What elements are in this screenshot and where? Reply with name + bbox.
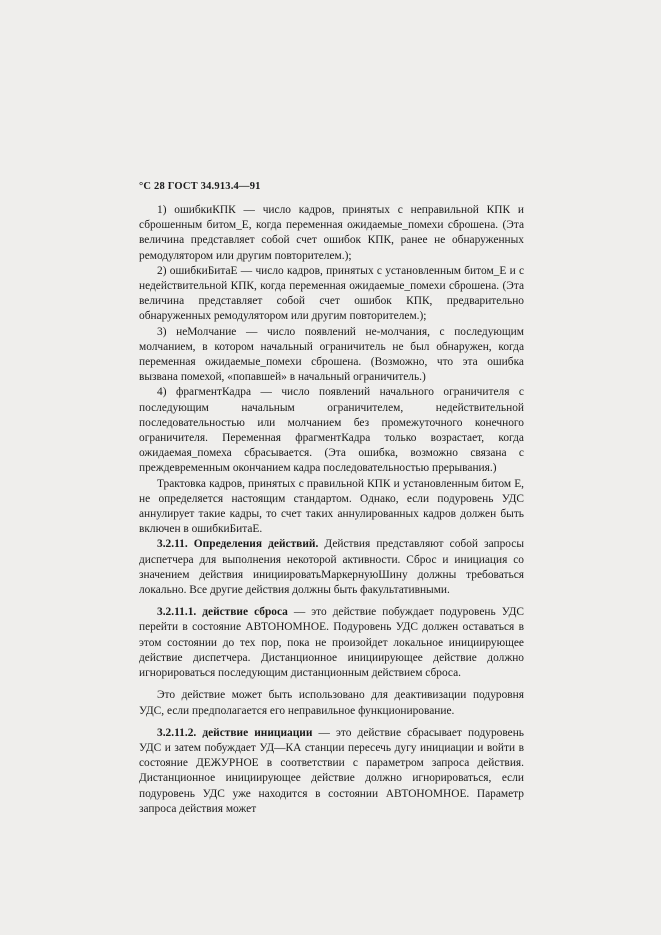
paragraph-note: Это действие может быть использовано для деактивизации подуровня УДС, если предполагается его неправильное функционирование. — [139, 689, 524, 717]
paragraph-4: 4) фрагментКадра — число появлений начального ограничителя с последующим начальным ограничителем, недействительной последовательностью или молчанием без промежуточного конечного ограничителя. Переменная фрагментКадра только возрастает, когда ожидаемая_помеха сбрасывается. (Эта ошибка, возможно связана с преждевременным окончанием кадра последовательностью прерывания.) — [139, 386, 524, 475]
paragraph-3: 3) неМолчание — число появлений не-молчания, с последующим молчанием, в котором начальный ограничитель не был обнаружен, когда переменная ожидаемые_помехи сброшена. (Возможно, что эта ошибка вызвана помехой, «попавшей» в начальный ограничитель.) — [139, 325, 524, 384]
paragraph-1: 1) ошибкиКПК — число кадров, принятых с неправильной КПК и сброшенным битом_Е, когда переменная ожидаемые_помехи сброшена. (Эта величина представляет собой счет ошибок КПК, ранее не обнаруженных ремодулятором или другим повторителем.); — [139, 204, 524, 262]
section-3-2-11: 3.2.11. Определения действий. Действия представляют собой запросы диспетчера для выполнения некоторой активности. Сброс и инициация со значением действия инициироватьМаркернуюШину должны требоваться локально. Все другие действия должны быть факультативными. — [139, 538, 524, 597]
paragraph-5: Трактовка кадров, принятых с правильной КПК и установленным битом Е, не определяется настоящим стандартом. Однако, если подуровень УДС аннулирует такие кадры, то счет таких аннулированных кадров должен быть включен в ошибкиБитаЕ. — [139, 477, 524, 536]
body-text — [139, 203, 524, 817]
section-heading: 3.2.11. Определения действий. — [157, 538, 319, 551]
section-3-2-11-2: 3.2.11.2. действие инициации — это действие сбрасывает подуровень УДС и затем побуждает УД—КА станции пересечь дугу инициации и войти в состояние ДЕЖУРНОЕ в соответствии с параметром запроса действия. Дистанционное инициирующее действие должно игнорироваться, если подуровень УДС уже находится в состоянии АВТОНОМНОЕ. Параметр запроса действия может — [139, 726, 524, 815]
section-heading: 3.2.11.1. действие сброса — [157, 606, 288, 619]
paragraph-2: 2) ошибкиБитаЕ — число кадров, принятых с установленным битом_Е и с недействительной КПК, когда переменная ожидаемые_помехи сброшена. (Эта величина представляет собой счет ошибок КПК, предварительно обнаруженных ремодулятором или другим повторителем.); — [139, 264, 524, 323]
section-3-2-11-1: 3.2.11.1. действие сброса — это действие побуждает подуровень УДС перейти в состояние АВТОНОМНОЕ. Подуровень УДС должен оставаться в этом состоянии до тех пор, пока не произойдет локальное инициирующее действие диспетчера. Дистанционное инициирующее действие должно игнорироваться последующим дистанционным действием сброса. — [139, 606, 524, 680]
page-header: °C 28 ГОСТ 34.913.4—91 — [139, 181, 261, 192]
section-heading: 3.2.11.2. действие инициации — [157, 726, 313, 739]
